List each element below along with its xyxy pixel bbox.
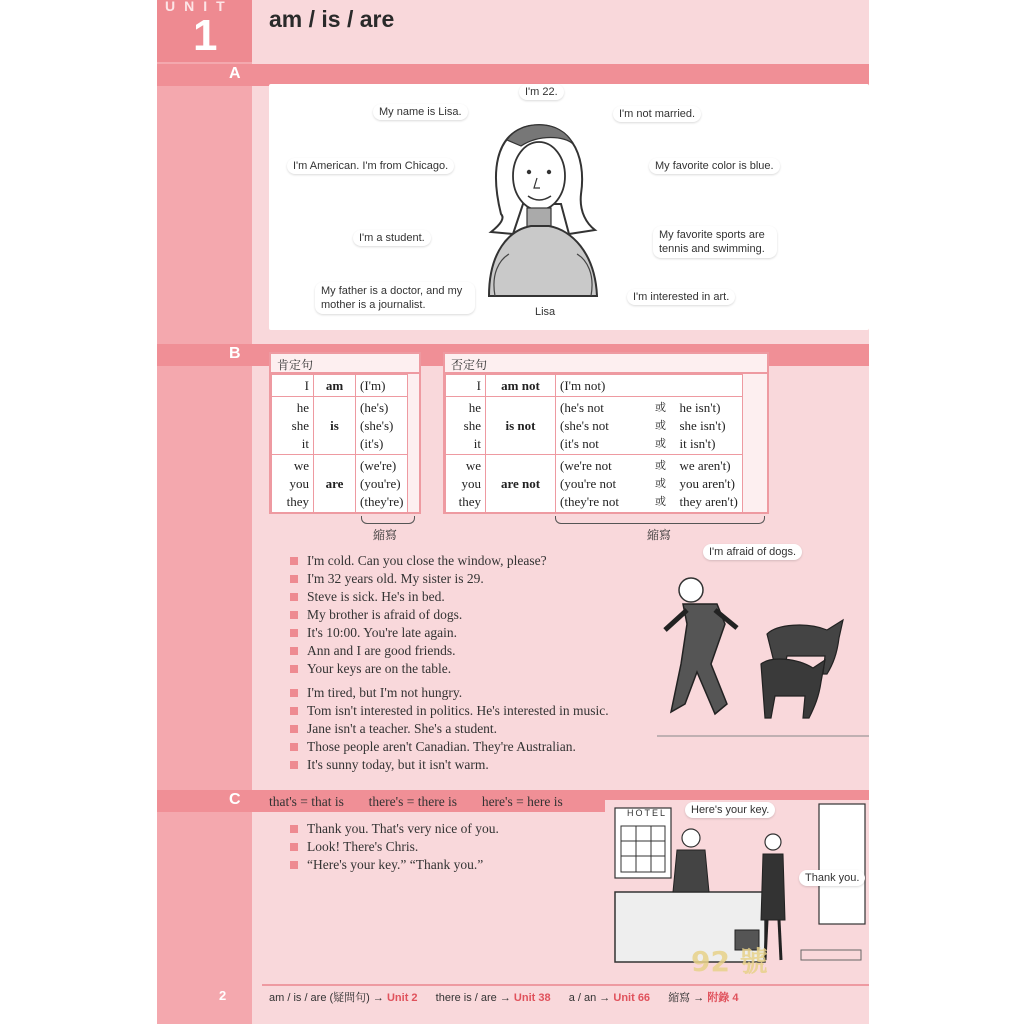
bubble-afraid-of-dogs: I'm afraid of dogs. (703, 544, 802, 560)
ref-text: 縮寫 → (668, 992, 705, 1004)
section-a-letter: A (229, 65, 241, 82)
unit-word: UNIT (165, 0, 234, 14)
equivalence-theres: there's = there is (368, 794, 458, 809)
hotel-sign: HOTEL (627, 808, 668, 818)
neg-short-hes-not: (he's not (560, 399, 604, 415)
pos-short-hes: (he's) (360, 399, 389, 415)
bubble-favorite-color: My favorite color is blue. (649, 158, 780, 174)
negative-grid (445, 374, 743, 513)
list-item: Those people aren't Canadian. They're Australian. (287, 738, 609, 756)
left-margin-strip (157, 0, 252, 1024)
man-and-dogs-illustration (657, 564, 869, 744)
pos-short-its: (it's) (360, 435, 384, 451)
negative-abbr-label: 縮寫 (647, 528, 672, 542)
lisa-portrait (269, 84, 869, 330)
list-item: It's 10:00. You're late again. (287, 624, 547, 642)
neg-subject-they: they (458, 493, 481, 509)
page-number: 2 (219, 988, 227, 1003)
unit-badge (157, 0, 252, 62)
neg-short-shes-not: (she's not (560, 417, 609, 433)
neg-subject-it: it (473, 435, 481, 451)
neg-verb-are-not: are not (500, 475, 541, 491)
neg-subject-we: we (465, 457, 481, 473)
list-item: It's sunny today, but it isn't warm. (287, 756, 609, 774)
positive-abbr-label: 縮寫 (373, 528, 398, 542)
or-word: 或 (655, 476, 666, 490)
list-item: Steve is sick. He's in bed. (287, 588, 547, 606)
neg-subject-she: she (463, 417, 481, 433)
bubble-student: I'm a student. (353, 230, 431, 246)
examples-list-2 (287, 684, 609, 774)
neg-alt-they-arent: they aren't) (679, 493, 738, 509)
bubble-not-married: I'm not married. (613, 106, 701, 122)
pos-short-were: (we're) (360, 457, 397, 473)
or-word: 或 (655, 400, 666, 414)
footer-rule (262, 984, 869, 986)
list-item: I'm 32 years old. My sister is 29. (287, 570, 547, 588)
neg-short-im-not: (I'm not) (560, 377, 606, 393)
neg-subject-you: you (461, 475, 481, 491)
bubble-age: I'm 22. (519, 84, 564, 100)
positive-table (269, 352, 421, 514)
ref-text: there is / are → (435, 992, 511, 1004)
ref-link-unit-66[interactable]: Unit 66 (613, 992, 651, 1004)
ref-link-appendix-4[interactable]: 附錄 4 (707, 992, 739, 1004)
neg-verb-am-not: am not (501, 377, 540, 393)
bubble-favorite-sports: My favorite sports are tennis and swimming. (653, 226, 777, 258)
equivalence-heres: here's = here is (481, 794, 563, 809)
pos-subject-we: we (293, 457, 309, 473)
pos-verb-is: is (330, 417, 339, 433)
bubble-father-mother: My father is a doctor, and my mother is a journalist. (315, 282, 475, 314)
list-item: Jane isn't a teacher. She's a student. (287, 720, 609, 738)
positive-heading: 肯定句 (271, 354, 419, 374)
section-c-letter: C (229, 791, 241, 808)
pos-short-theyre: (they're) (360, 493, 404, 509)
bubble-name: My name is Lisa. (373, 104, 468, 120)
neg-short-its-not: (it's not (560, 435, 599, 451)
or-word: 或 (655, 494, 666, 508)
list-item: Tom isn't interested in politics. He's interested in music. (287, 702, 609, 720)
list-item: “Here's your key.” “Thank you.” (287, 856, 499, 874)
neg-alt-he-isnt: he isn't) (679, 399, 721, 415)
pos-subject-he: he (296, 399, 309, 415)
pos-short-youre: (you're) (360, 475, 401, 491)
watermark: 92 號 (691, 945, 768, 978)
pos-subject-she: she (291, 417, 309, 433)
pos-verb-are: are (325, 475, 344, 491)
pos-verb-am: am (325, 377, 344, 393)
ref-text: am / is / are (疑問句) → (269, 992, 384, 1004)
neg-alt-we-arent: we aren't) (679, 457, 731, 473)
negative-abbr-brace (555, 516, 765, 524)
section-b-letter: B (229, 345, 241, 362)
positive-grid (271, 374, 408, 513)
lisa-caption: Lisa (535, 306, 556, 318)
neg-subject-i: I (476, 377, 481, 393)
neg-alt-she-isnt: she isn't) (679, 417, 726, 433)
pos-subject-you: you (289, 475, 309, 491)
cross-reference-links (269, 989, 739, 1005)
equivalence-thats: that's = that is (269, 794, 344, 809)
pos-short-shes: (she's) (360, 417, 394, 433)
unit-number: 1 (193, 11, 218, 60)
list-item: Ann and I are good friends. (287, 642, 547, 660)
section-a-band (157, 64, 869, 86)
list-item: My brother is afraid of dogs. (287, 606, 547, 624)
or-word: 或 (655, 458, 666, 472)
pos-subject-it: it (301, 435, 309, 451)
examples-list-c (287, 820, 499, 874)
positive-abbr-brace (361, 516, 415, 524)
list-item: Thank you. That's very nice of you. (287, 820, 499, 838)
bubble-heres-your-key: Here's your key. (685, 802, 775, 818)
page-footer (157, 984, 869, 1008)
neg-short-were-not: (we're not (560, 457, 612, 473)
contraction-equivalences (269, 794, 563, 810)
pos-subject-they: they (286, 493, 309, 509)
neg-short-theyre-not: (they're not (560, 493, 620, 509)
neg-alt-it-isnt: it isn't) (679, 435, 716, 451)
textbook-page (157, 0, 869, 1024)
list-item: Your keys are on the table. (287, 660, 547, 678)
neg-verb-is-not: is not (505, 417, 536, 433)
or-word: 或 (655, 418, 666, 432)
bubble-american: I'm American. I'm from Chicago. (287, 158, 454, 174)
or-word: 或 (655, 436, 666, 450)
lisa-illustration (269, 84, 869, 330)
pos-short-im: (I'm) (360, 377, 386, 393)
examples-list-1 (287, 552, 547, 678)
neg-short-youre-not: (you're not (560, 475, 617, 491)
ref-link-unit-38[interactable]: Unit 38 (513, 992, 551, 1004)
list-item: Look! There's Chris. (287, 838, 499, 856)
pos-subject-i: I (304, 377, 309, 393)
neg-alt-you-arent: you aren't) (679, 475, 735, 491)
page-title: am / is / are (269, 6, 395, 32)
bubble-thank-you: Thank you. (799, 870, 865, 886)
negative-heading: 否定句 (445, 354, 767, 374)
negative-table (443, 352, 769, 514)
bubble-interested-art: I'm interested in art. (627, 289, 735, 305)
list-item: I'm tired, but I'm not hungry. (287, 684, 609, 702)
ref-link-unit-2[interactable]: Unit 2 (386, 992, 418, 1004)
ref-text: a / an → (568, 992, 611, 1004)
neg-subject-he: he (468, 399, 481, 415)
list-item: I'm cold. Can you close the window, please? (287, 552, 547, 570)
